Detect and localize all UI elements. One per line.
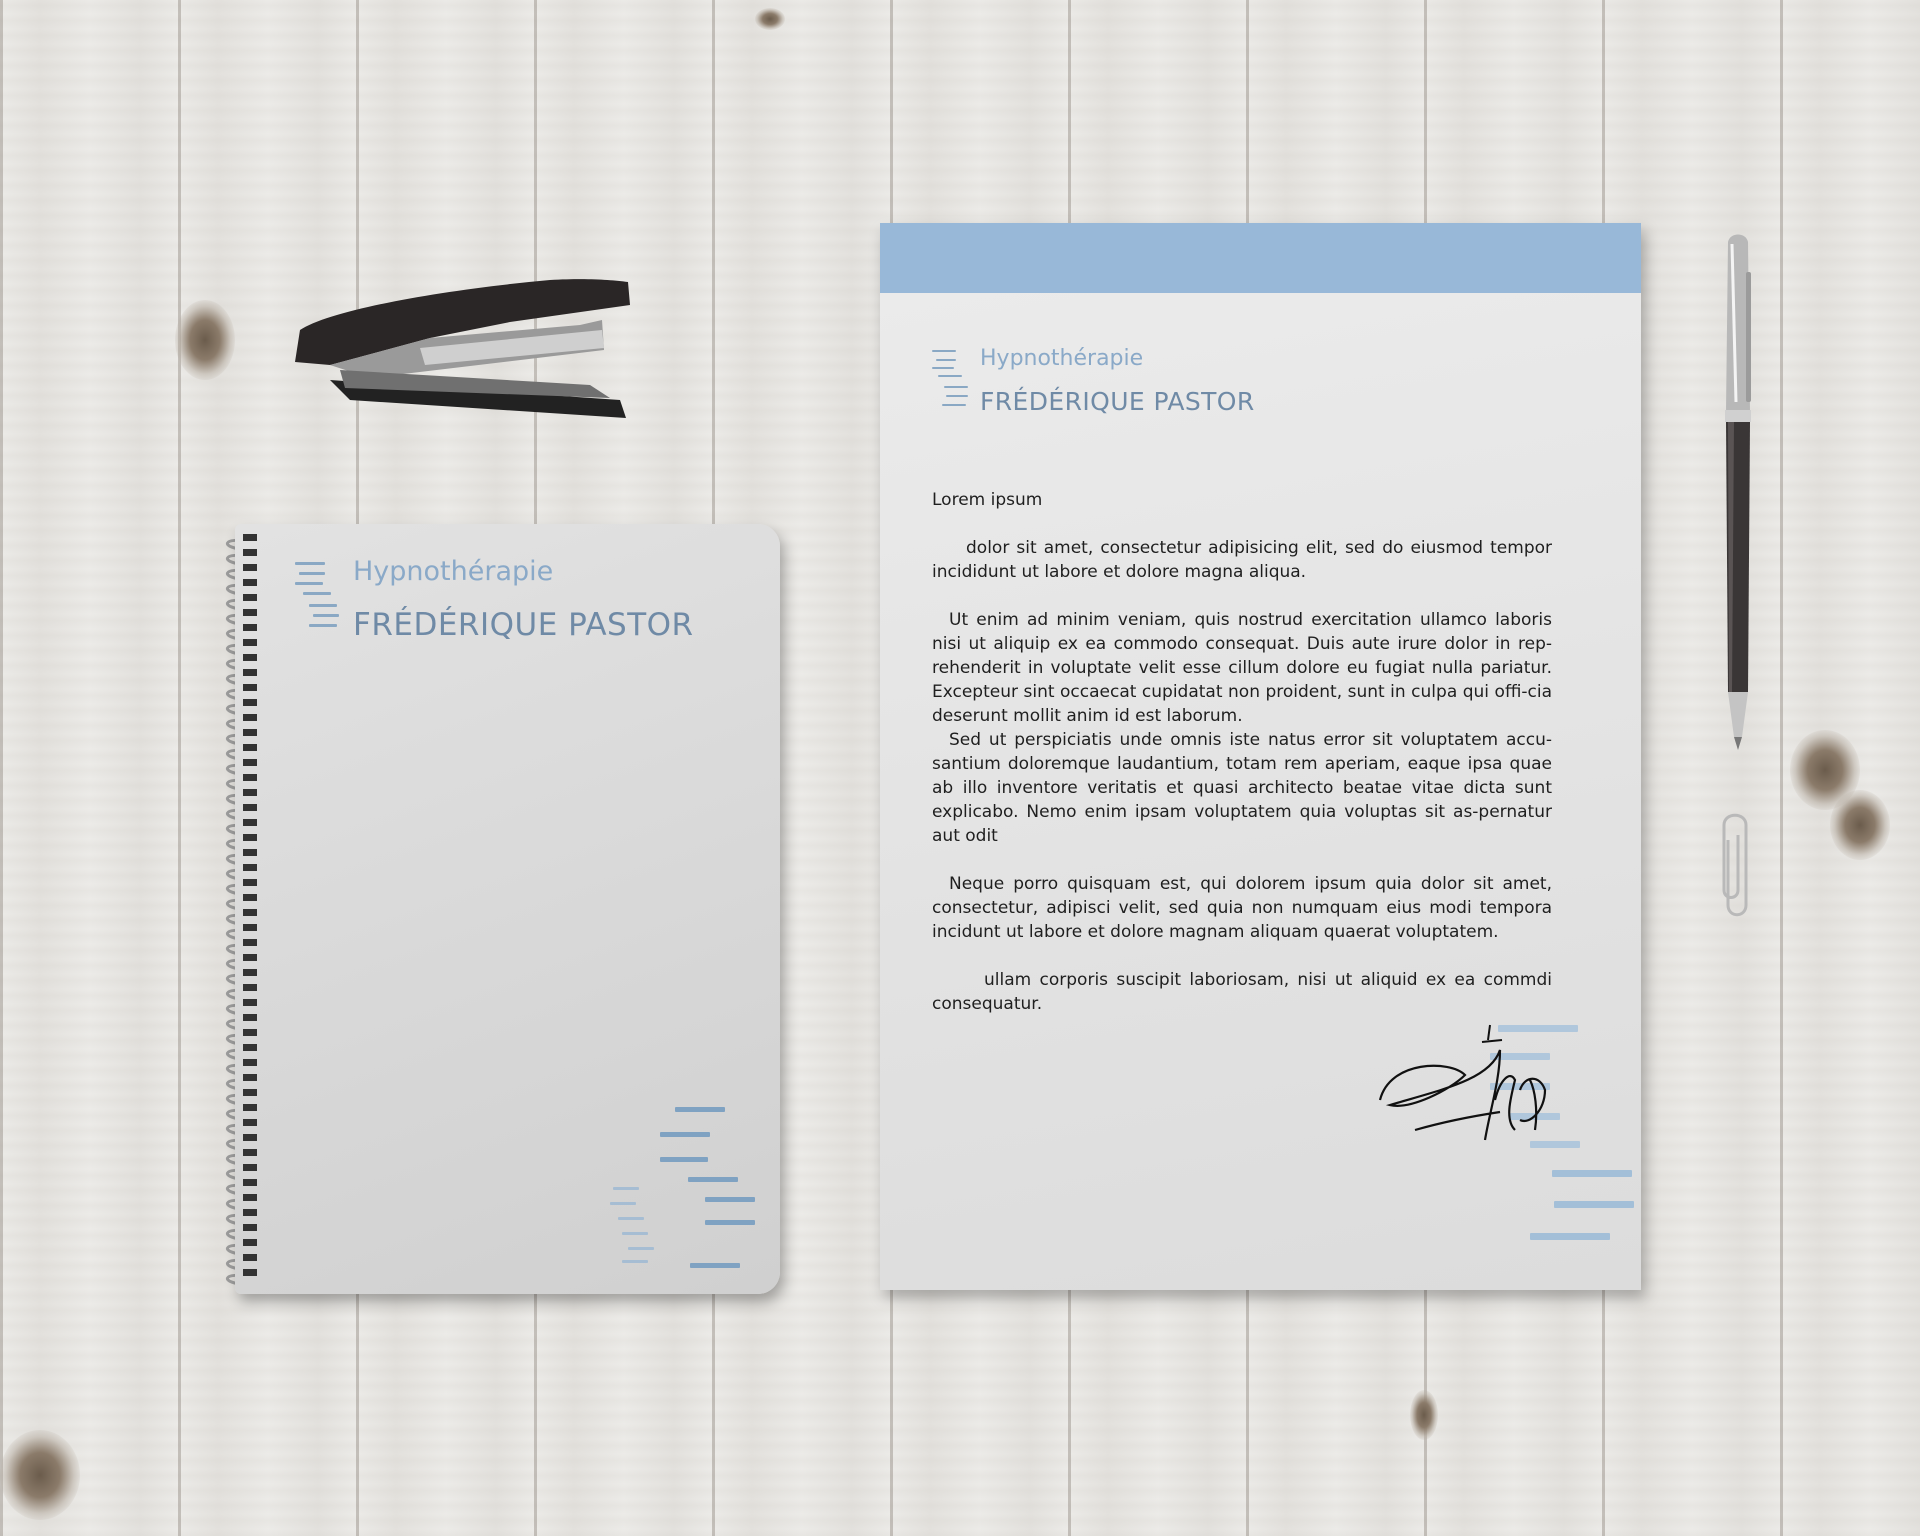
wood-knot [0,1430,80,1520]
notebook-holes [243,534,257,1284]
wood-knot [175,300,235,380]
letter-logo-lines-icon [932,350,977,420]
letter-paragraph: Ut enim ad minim veniam, quis nostrud exercitation ullamco laboris nisi ut aliquip ex ea commodo consequat. Duis aute irure dolor in rep-rehenderit in voluptate velit esse cillum dolore eu fugiat nulla pariatur. Excepteur sint occaecat cupidatat non proident, sunt in culpa qui offi-cia deserunt mollit anim id est laborum. [932,610,1552,726]
letter-paragraph: dolor sit amet, consectetur adipisicing elit, sed do eiusmod tempor incididunt ut labore et dolore magna aliqua. [932,538,1552,582]
wood-knot [755,8,785,30]
letter-subtitle: Hypnothérapie [980,346,1144,371]
letter-body [932,488,1552,1016]
signature-icon [1370,1020,1560,1150]
letter-paragraph: Sed ut perspiciatis unde omnis iste natus error sit voluptatem accu-santium doloremque laudantium, totam rem aperiam, eaque ipsa quae ab illo inventore veritatis et quasi architecto beatae vitae dicta sunt explicabo. Nemo enim ipsam voluptatem quia voluptas sit as-pernatur aut odit [932,730,1552,846]
pen-icon [1712,232,1764,752]
stapler-icon [290,270,640,440]
letter-name: FRÉDÉRIQUE PASTOR [980,387,1255,416]
paperclip-icon [1718,810,1754,920]
notebook-decoration-lines [610,1105,760,1275]
letter-paragraph: ullam corporis suscipit laboriosam, nisi ut aliquid ex ea commdi consequatur. [932,970,1552,1014]
wood-knot [1410,1390,1438,1440]
notebook-subtitle: Hypnothérapie [353,556,554,587]
letterhead-band [880,223,1641,293]
notebook-logo-lines-icon [295,562,345,642]
notebook-name: FRÉDÉRIQUE PASTOR [353,607,694,643]
letter-greeting: Lorem ipsum [932,490,1043,510]
wood-knot [1830,790,1890,860]
letter-paragraph: Neque porro quisquam est, qui dolorem ipsum quia dolor sit amet, consectetur, adipisci velit, sed quia non numquam eius modi tempora incidunt ut labore et dolore magnam aliquam quaerat voluptatem. [932,874,1552,942]
